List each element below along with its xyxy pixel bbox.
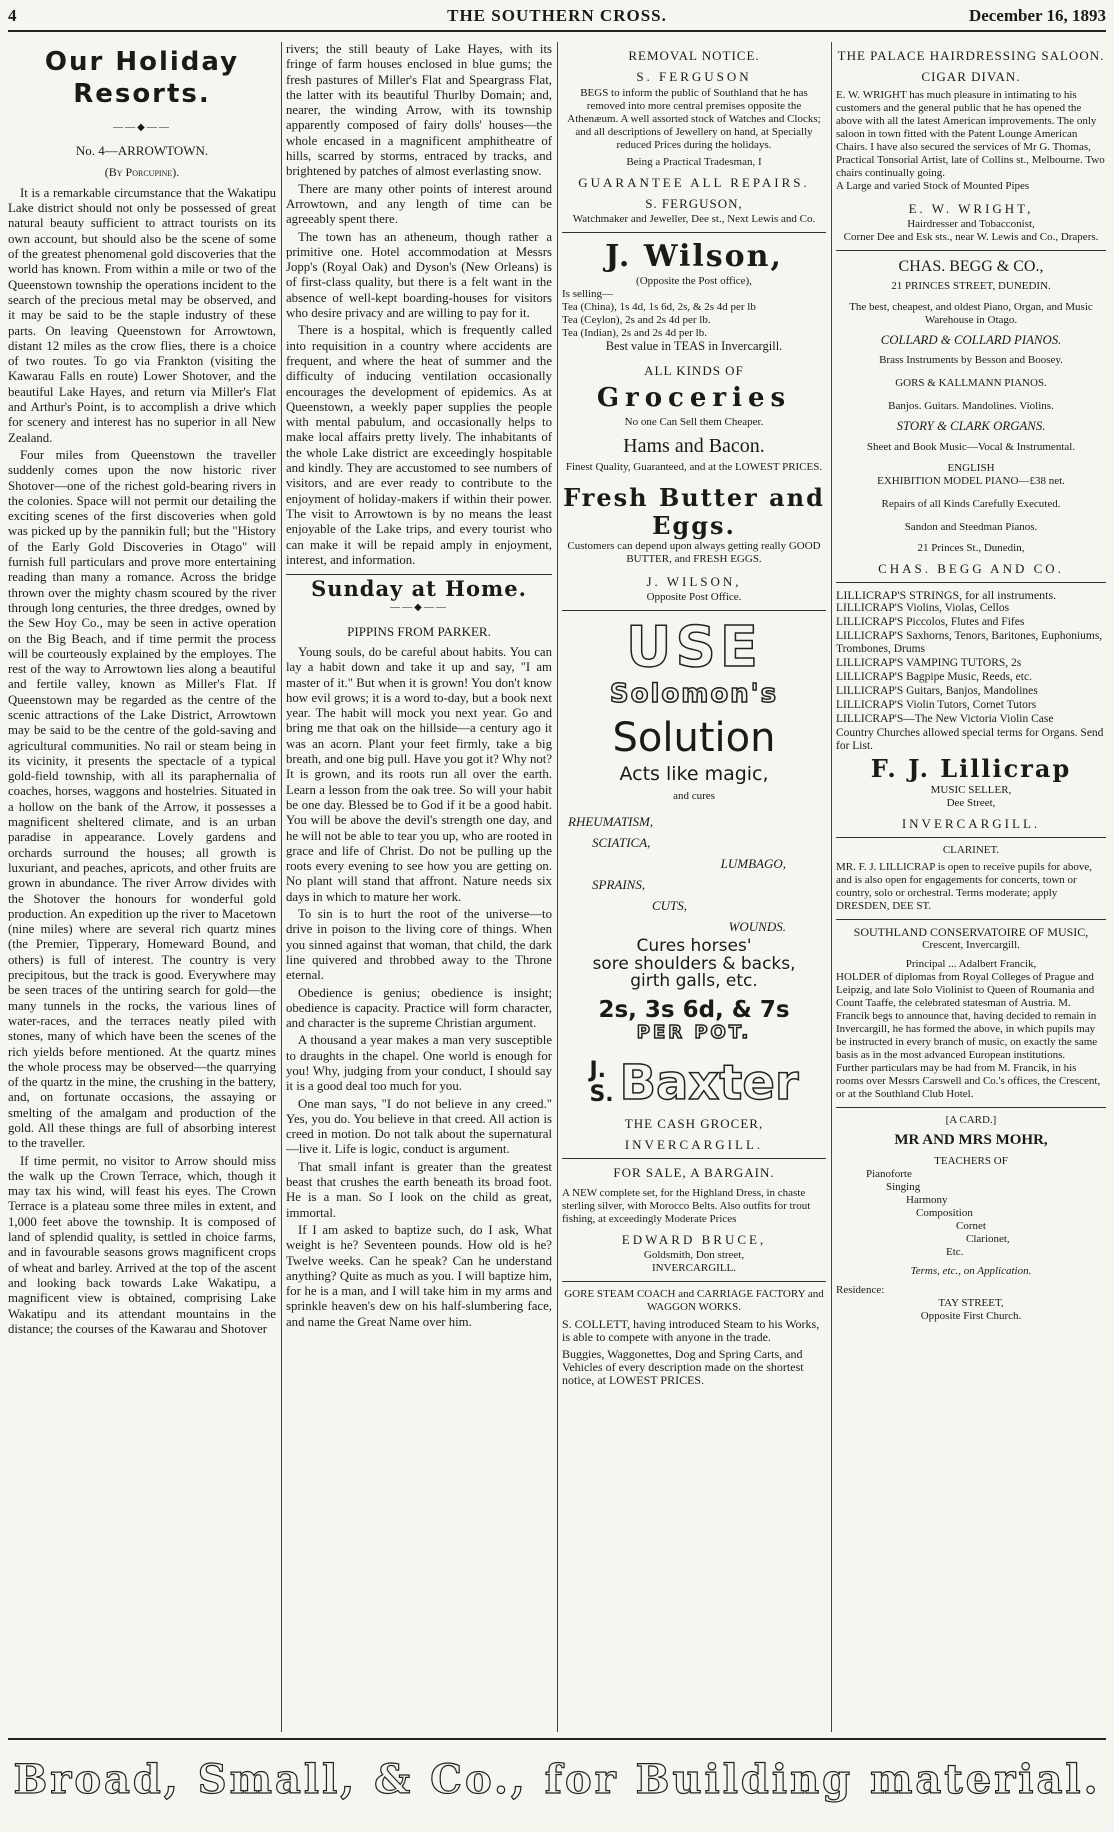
article-title: Our Holiday Resorts. <box>44 47 240 109</box>
section-subtitle: PIPPINS FROM PARKER. <box>347 623 491 639</box>
ad-title: REMOVAL NOTICE. <box>628 48 760 63</box>
ad-line: Principal ... Adalbert Francik, <box>905 958 1037 971</box>
ad-signature: EDWARD BRUCE, <box>621 1231 767 1247</box>
article-paragraph: There is a hospital, which is frequently called into requisition in a country where accidents are frequent, and where the heat of summer and the difficulty of inducing ventilation occasionally encourages the development of epidemics. As at Queenstown, a weekly paper supplies the people with mental pabulum, and occasionally helps to make local affairs pretty lively. The inhabitants of the whole Lake district are exceedingly hospitable and kindly. They are accustomed to see numbers of visitors, and are ever ready to contribute to the enjoyment of holiday-makers if within their power. The visit to Arrowtown is by no means the least enjoyable of the Lake trips, and every tourist who can make it will be repaid amply in enjoyment, interest, and information. <box>286 323 552 567</box>
article-paragraph: It is a remarkable circumstance that the Wakatipu Lake district should not only be possessed of great natural beauty sufficient to attract tourists on its own account, but should also be the scene of some of the greatest phenomenal gold discoveries that the world has known. From within a mile or two of the Queenstown township the operations incident to the search of the precious metal may be observed, and it may be said to be the staple industry of these parts. On leaving Queenstown for Arrowtown, distant 12 miles as the crow flies, there is a choice of two routes. To go via Frankton (visiting the Kawarau Falls en route) Lower Shotover, and the beautiful Lake Hayes, and return via Miller's Flat and Arthur's Point, is to accomplish a drive which for scenery and interest has no superior in all New Zealand. <box>8 185 276 445</box>
ad-price: 2s, 3s 6d, & 7s <box>598 997 790 1024</box>
ad-line: TEACHERS OF <box>934 1154 1008 1167</box>
ad-rule <box>836 582 1106 583</box>
subject: Singing <box>886 1180 921 1193</box>
ad-line: Being a Practical Tradesman, I <box>626 155 762 168</box>
ad-title: CLARINET. <box>942 844 1000 857</box>
ad-heading: USE <box>625 615 763 681</box>
column-3 <box>562 42 826 1732</box>
article-paragraph: The town has an atheneum, though rather a primitive one. Hotel accommodation at Messrs Jopp's (Royal Oak) and Dyson's (New Orleans) is of first-class quality, but there is a felt want in the absence of well-kept boarding-houses for visitors who desire privacy and are willing to pay for it. <box>286 229 552 321</box>
article-paragraph: There are many other points of interest around Arrowtown, and any length of time can be agreeably spent there. <box>286 181 552 227</box>
ad-line: ENGLISH <box>947 461 995 474</box>
subject: Composition <box>916 1206 973 1219</box>
ad-title: THE PALACE HAIRDRESSING SALOON. <box>837 48 1105 63</box>
ad-line: Acts like magic, <box>619 763 769 786</box>
ad-heading: Baxter <box>619 1054 799 1111</box>
ad-rule <box>562 1158 826 1159</box>
ad-title: FOR SALE, A BARGAIN. <box>613 1165 775 1181</box>
ad-name: J. Wilson, <box>605 239 783 275</box>
ailment: LUMBAGO, <box>720 856 786 872</box>
ad-line: Finest Quality, Guaranteed, and at the LOWEST PRICES. <box>565 460 823 473</box>
ad-heading: Fresh Butter and Eggs. <box>563 482 825 540</box>
palace-hairdressing-ad <box>836 48 1106 244</box>
column-divider <box>831 42 832 1732</box>
ad-body: A NEW complete set, for the Highland Dress, in chaste sterling silver, with Morocco Belts. Also outfits for trout fishing, at exceedingly Moderate Prices <box>562 1186 811 1225</box>
ad-heading: Groceries <box>596 383 792 414</box>
ad-signature-sub: Opposite Post Office. <box>646 591 742 604</box>
ad-line: and cures <box>673 790 715 803</box>
section-rule <box>286 574 552 575</box>
column-1 <box>8 42 276 1732</box>
ad-line: THE CASH GROCER, <box>624 1115 764 1131</box>
ad-line: (Opposite the Post office), <box>636 275 752 288</box>
ad-line: Brass Instruments by Besson and Boosey. <box>879 354 1063 367</box>
ad-line: Sandon and Steedman Pianos. <box>904 520 1038 533</box>
header-rule <box>8 30 1106 32</box>
subject: Clarionet, <box>966 1232 1010 1245</box>
removal-notice-ad <box>562 48 826 226</box>
ad-name: S. FERGUSON <box>636 69 752 85</box>
ad-line: Opposite First Church. <box>920 1309 1022 1322</box>
section-paragraph: Obedience is genius; obedience is insight; obedience is capacity. Practice will form character, and character is the supreme Christian argument. <box>286 985 552 1031</box>
ad-line: GORS & KALLMANN PIANOS. <box>895 377 1047 390</box>
section-paragraph: If I am asked to baptize such, do I ask, What weight is he? Seventeen pounds. How old is he? Twelve weeks. Can he speak? Can he understand anything? Quite as much as you. I will baptize him, for he is a man, and I will take him in my arms and sprinkle heaven's dew on his half-slumbering face, and name the Great Name over him. <box>286 1222 552 1329</box>
ad-line: [A CARD.] <box>945 1114 997 1127</box>
ad-line: sore shoulders & backs, <box>592 953 796 974</box>
ad-line: No one Can Sell them Cheaper. <box>624 416 764 429</box>
ad-line: Is selling— <box>562 288 614 301</box>
ad-line: COLLARD & COLLARD PIANOS. <box>880 333 1062 348</box>
solomons-solution-ad <box>562 615 826 1043</box>
article-paragraph: If time permit, no visitor to Arrow should miss the walk up the Crown Terrace, which, though it may tax his wind, will feast his eyes. The Crown Terrace is a plateau some three miles in extent, and 1,000 feet above the township. It is composed of land of splendid quality, is settled in choice farms, and in favourable seasons grows magnificent crops of wheat and barley. Arrived at the top of the ascent and looking back towards Lake Wakatipu, a magnificent view is obtained, comprising Lake Wakatipu and its attendant mountains in the distance; the courses of the Kawarau and Shotover <box>8 1153 276 1336</box>
ad-signature-sub: Watchmaker and Jeweller, Dee st., Next Lewis and Co. <box>572 213 816 226</box>
column-divider <box>557 42 558 1732</box>
for-sale-ad <box>562 1165 826 1275</box>
ad-heading: Solomon's <box>609 679 779 710</box>
subject: Etc. <box>946 1245 964 1258</box>
ornament: ——◆—— <box>113 122 171 133</box>
subject: Harmony <box>906 1193 948 1206</box>
ad-line: TAY STREET, <box>938 1296 1004 1309</box>
ad-body: S. COLLETT, having introduced Steam to his Works, is able to compete with anyone in the trade. <box>562 1317 820 1345</box>
lillicrap-list <box>836 602 1106 753</box>
subject: Pianoforte <box>866 1167 912 1180</box>
ad-line: STORY & CLARK ORGANS. <box>896 419 1046 434</box>
article-subtitle: No. 4—ARROWTOWN. <box>75 143 209 159</box>
column-2 <box>286 42 552 1732</box>
list-item: LILLICRAP'S Bagpipe Music, Reeds, etc. <box>836 671 1032 684</box>
ad-line: Cures horses' <box>636 936 752 957</box>
ad-line: INVERCARGILL. <box>651 1262 737 1275</box>
footer-rule <box>8 1738 1106 1740</box>
ad-line: ALL KINDS OF <box>644 363 744 379</box>
ad-line: 21 PRINCES STREET, DUNEDIN. <box>891 280 1051 293</box>
begg-ad <box>836 259 1106 576</box>
ad-subtitle: CIGAR DIVAN. <box>921 69 1021 85</box>
baxter-logo <box>562 1056 826 1110</box>
clarinet-ad <box>836 844 1106 913</box>
ad-line: INVERCARGILL. <box>624 1137 764 1153</box>
issue-date: December 16, 1893 <box>968 6 1106 25</box>
ailment: CUTS, <box>652 898 688 914</box>
section-title: Sunday at Home. <box>311 576 527 602</box>
section-paragraph: A thousand a year makes a man very susceptible to draughts in the chapel. One world is enough for you! Why, judging from your conduct, I should say it is a good deal too much for you. <box>286 1033 552 1094</box>
ad-line: PER POT. <box>636 1021 752 1043</box>
ad-subtitle: Crescent, Invercargill. <box>922 939 1020 952</box>
article-paragraph: Four miles from Queenstown the traveller suddenly comes upon the now historic river Shotover—one of the richest gold-bearing rivers in the colonies. Space will not permit our detailing the exciting scenes of the first discoveries when gold was picked up by the pannikin full; but the "History of the Early Gold Discoveries in Otago" will furnish full particulars and prove more entertaining reading than many a romance. Across the bridge thrown over the mighty chasm scoured by the river through long centuries, the three dredges, owned by the Sew Hoy Co., may be seen in active operation on the Big Beach, and if time permit the process will be courteously explained by the employes. The rest of the way to Arrowtown lies along a beautiful and fertile valley, known as Miller's Flat. If Queenstown may be regarded as the centre of the scenic attractions of the Lake District, Arrowtown may be said to be the centre of the gold-saving and agricultural communities. No rail or steam being in its vicinity, it presents the spectacle of a typical gold-field township, with all its paraphernalia of coaches, horses, waggons and hostelries. Situated in a hollow on the bank of the Arrow, it possesses a magnificent sheltered climate, and is an urban paradise in appearance. Lovely gardens and orchards surround the houses; all growth is luxuriant, and peaches, apricots, and other fruits are grown in abundance. The river Arrow divides with the Shotover the honours for wonderful gold production. An expedition up the river to Macetown (nine miles) where are several rich quartz mines (the Premier, Tipperary, Homeward Bound, and others) is full of interest. The country is very precipitous, but the track is good. Everywhere may be seen traces of the untiring search for gold—the many tunnels in the rocks, the various lines of water-races, and the terraces neatly piled with stones, many of which have been the scenes of the rich yields before mentioned. At the quartz mines the whole process may be observed—the quarrying of the quartz in the mine, the crushing in the battery, and, on fortunate occasions, the assaying or smelting of the amalgam and production of the gold. All these things are full of absorbing interest to the traveller. <box>8 447 276 1151</box>
ad-rule <box>836 919 1106 920</box>
section-paragraph: That small infant is greater than the greatest beast that crushes the earth beneath its broad foot. He is a man. So I look on the child as great, immortal. <box>286 1159 552 1220</box>
ad-title: MR AND MRS MOHR, <box>894 1132 1048 1149</box>
ad-line: EXHIBITION MODEL PIANO—£38 net. <box>877 474 1065 487</box>
ad-body: MR. F. J. LILLICRAP is open to receive pupils for above, and is also open for engagements for concerts, town or country, solo or orchestral. Terms moderate; apply DRESDEN, DEE ST. <box>836 861 1092 913</box>
ad-title: CHAS. BEGG & CO., <box>898 257 1044 275</box>
ad-signature: CHAS. BEGG AND CO. <box>878 560 1064 576</box>
ad-signature: J. WILSON, <box>646 573 742 589</box>
ad-line: Terms, etc., on Application. <box>910 1264 1032 1277</box>
ad-rule <box>836 1107 1106 1108</box>
ad-body: HOLDER of diplomas from Royal Colleges of Prague and Leipzig, and late Solo Violinist to Queen of Roumania and Count Taaffe, the celebrated statesman of Austria. M. Francik begs to announce that, having decided to remain in Invercargill, he has formed the above, in which pupils may be instructed in every branch of music, on exactly the same basis as in the most advanced European institutions. <box>836 971 1098 1062</box>
ailment: RHEUMATISM, <box>568 814 654 830</box>
tea-price: Tea (China), 1s 4d, 1s 6d, 2s, & 2s 4d per lb <box>562 301 756 314</box>
ad-body: E. W. WRIGHT has much pleasure in intimating to his customers and the general public that he has opened the above with all the latest American improvements. The only saloon in town fitted with the Patent Lounge American Chairs. I have also secured the services of Mr G. Thomas, Practical Tonsorial Artist, late of Collins st., Melbourne. Two chairs continually going. <box>836 88 1105 179</box>
list-item: Country Churches allowed special terms for Organs. Send for List. <box>836 727 1104 753</box>
section-paragraph: One man says, "I do not believe in any creed." Yes, you do. You believe in that creed. All action is creed in motion. Do not talk about the supernatural—live it. Life is logic, conduct is argument. <box>286 1096 552 1157</box>
list-item: LILLICRAP'S—The New Victoria Violin Case <box>836 713 1054 726</box>
ad-heading: F. J. Lillicrap <box>870 754 1072 784</box>
ad-line: INVERCARGILL. <box>901 816 1041 832</box>
ad-title: LILLICRAP'S STRINGS, for all instruments. <box>836 588 1057 603</box>
ad-heading: Solution <box>612 715 776 762</box>
ad-line: A Large and varied Stock of Mounted Pipes <box>836 179 1030 192</box>
tea-price: Tea (Indian), 2s and 2s 4d per lb. <box>562 327 707 340</box>
ad-line: MUSIC SELLER, <box>930 784 1012 797</box>
ad-rule <box>836 250 1106 251</box>
page-header <box>8 6 1106 28</box>
baxter-ad <box>562 1056 826 1153</box>
column-divider <box>281 42 282 1732</box>
list-item: LILLICRAP'S Violin Tutors, Cornet Tutors <box>836 699 1037 712</box>
section-paragraph: To sin is to hurt the root of the universe—to drive in poison to the living core of things. When you sinned against that woman, that child, the dark line quivered and throbbed away to the Throne eternal. <box>286 907 552 983</box>
ad-rule <box>562 232 826 233</box>
ad-line: girth galls, etc. <box>630 970 758 991</box>
ad-body: Further particulars may be had from M. Francik, in his rooms over Messrs Carswell and Co.'s offices, the Crescent, or at the Southland Club Hotel. <box>836 1062 1101 1101</box>
ad-line: Repairs of all Kinds Carefully Executed. <box>881 497 1061 510</box>
tea-price: Tea (Ceylon), 2s and 2s 4d per lb. <box>562 314 711 327</box>
ad-body: BEGS to inform the public of Southland that he has removed into more central premises opposite the Athenæum. A well assorted stock of Watches and Clocks; and all descriptions of Jewellery on hand, at Specially reduced Prices during the holidays. <box>567 86 821 151</box>
footer-banner-ad: Broad, Small, & Co., for Building material. <box>13 1756 1101 1803</box>
ad-signature-sub: Corner Dee and Esk sts., near W. Lewis and Co., Drapers. <box>843 230 1099 243</box>
section-paragraph: Young souls, do be careful about habits. You can lay a habit down and take it up and say, "I am master of it." But when it is grown! You don't know how evil grows; it is a word to-day, but a book next year. The habit will mock you next year. Go and bring me that oak on the hillside—a century ago it was an acorn. Plant your feet firmly, take a big breath, and one big pull. Have you got it? Why not? It is grown, and its roots run all over the earth. Learn a lesson from the oak tree. So will your habit be one day. Blessed be to God if it be a good habit. You will be above the devil's strength one day, and he will not be able to tear you up, who are rooted in grace and life of Christ. Do not be pulling up the roots every evening to see how you are getting on. No plant will stand that affront. Nature needs six days in which to mature her work. <box>286 644 552 904</box>
gore-coach-ad <box>562 1288 826 1387</box>
ad-initials: J. S. <box>589 1057 614 1107</box>
ailment: WOUNDS. <box>728 919 786 935</box>
list-item: LILLICRAP'S Guitars, Banjos, Mandolines <box>836 685 1038 698</box>
conservatoire-ad <box>836 926 1106 1101</box>
ad-guarantee: GUARANTEE ALL REPAIRS. <box>578 174 810 190</box>
page-number: 4 <box>8 6 17 25</box>
ad-line: Residence: <box>836 1283 885 1296</box>
masthead-title: THE SOUTHERN CROSS. <box>447 6 667 25</box>
ad-signature-sub: Hairdresser and Tobacconist, <box>907 217 1035 230</box>
list-item: LILLICRAP'S Violins, Violas, Cellos <box>836 602 1010 615</box>
ad-rule <box>836 837 1106 838</box>
ad-line: The best, cheapest, and oldest Piano, Organ, and Music Warehouse in Otago. <box>849 301 1093 327</box>
ad-line: Goldsmith, Don street, <box>643 1249 745 1262</box>
ad-title: GORE STEAM COACH and CARRIAGE FACTORY and WAGGON WORKS. <box>564 1288 824 1314</box>
ad-signature: E. W. WRIGHT, <box>908 200 1034 216</box>
ad-signature: S. FERGUSON, <box>645 195 743 211</box>
ad-rule <box>562 1281 826 1282</box>
ornament: ——◆—— <box>390 602 448 614</box>
ad-line: Best value in TEAS in Invercargill. <box>605 339 783 354</box>
ad-line: 21 Princes St., Dunedin, <box>917 541 1025 554</box>
article-paragraph: rivers; the still beauty of Lake Hayes, with its fringe of farm houses enclosed in blue gums; the fresh pastures of Miller's Flat and Speargrass Flat, the latter with its beautiful Thurlby Domain; and, nearer, the winding Arrow, with its township apparently composed of fairy dolls' houses—the whole encased in a magnificent amphitheatre of hills, scarred by storms, entraced by tracks, and brightened by patches of almost everlasting snow. <box>286 42 552 179</box>
ailment: SCIATICA, <box>592 835 651 851</box>
column-4 <box>836 42 1106 1732</box>
mohr-card-ad <box>836 1114 1106 1322</box>
ad-line: Customers can depend upon always getting really GOOD BUTTER, and FRESH EGGS. <box>567 539 821 565</box>
lillicrap-ad <box>836 589 1106 831</box>
ad-body: Buggies, Waggonettes, Dog and Spring Carts, and Vehicles of every description made on the shortest notice, at LOWEST PRICES. <box>562 1347 804 1388</box>
list-item: LILLICRAP'S Saxhorns, Tenors, Baritones, Euphoniums, Trombones, Drums <box>836 630 1103 656</box>
ad-title: SOUTHLAND CONSERVATOIRE OF MUSIC, <box>853 925 1089 940</box>
list-item: LILLICRAP'S Piccolos, Flutes and Fifes <box>836 616 1025 629</box>
ad-line: Dee Street, <box>946 797 996 810</box>
ad-rule <box>562 610 826 611</box>
ad-line: Banjos. Guitars. Mandolines. Violins. <box>888 400 1054 413</box>
ad-line: Sheet and Book Music—Vocal & Instrumental. <box>866 440 1076 453</box>
list-item: LILLICRAP'S VAMPING TUTORS, 2s <box>836 657 1022 670</box>
ailment: SPRAINS, <box>592 877 646 893</box>
article-byline: (By Porcupine). <box>104 164 180 179</box>
wilson-ad <box>562 239 826 604</box>
ad-heading: Hams and Bacon. <box>623 435 765 458</box>
subject: Cornet <box>956 1219 986 1232</box>
